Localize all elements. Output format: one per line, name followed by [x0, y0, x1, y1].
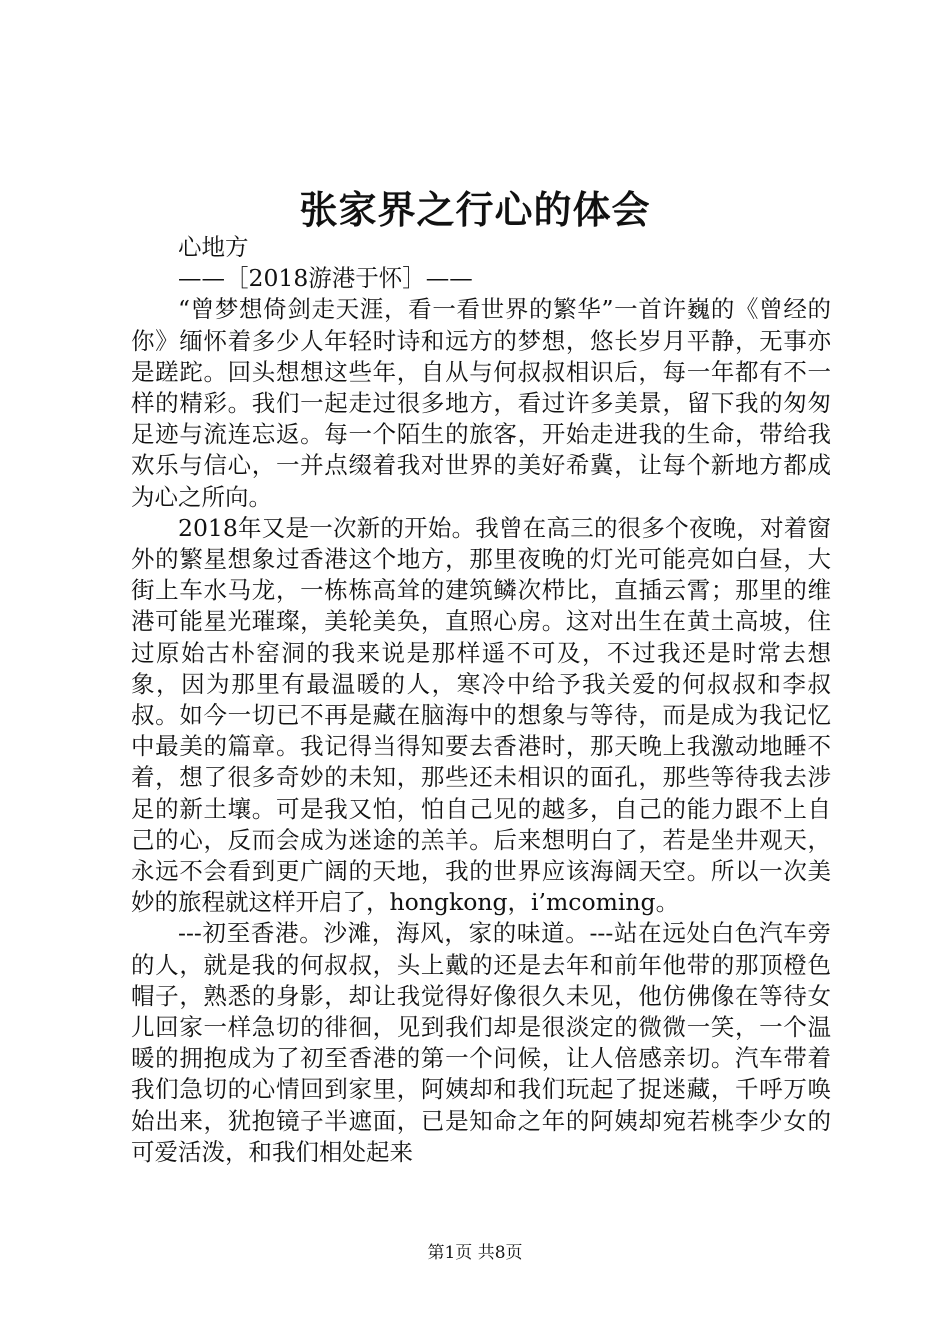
subtitle: ——［2018游港于怀］——: [178, 264, 473, 293]
paragraph: “曾梦想倚剑走天涯，看一看世界的繁华”一首许巍的《曾经的你》缅怀着多少人年轻时诗和远方的梦想，悠长岁月平静，无事亦是蹉跎。回头想想这些年，自从与何叔叔相识后，每一年都有不一样的精彩。我们一起走过很多地方，看过许多美景，留下我的匆匆足迹与流连忘返。每一个陌生的旅客，开始走进我的生命，带给我欢乐与信心，一并点缀着我对世界的美好希冀，让每个新地方都成为心之所向。: [131, 295, 831, 511]
paragraph: 2018年又是一次新的开始。我曾在高三的很多个夜晚，对着窗外的繁星想象过香港这个地方，那里夜晚的灯光可能亮如白昼，大街上车水马龙，一栋栋高耸的建筑鳞次栉比，直插云霄；那里的维港可能星光璀璨，美轮美奂，直照心房。这对出生在黄土高坡，住过原始古朴窑洞的我来说是那样遥不可及，不过我还是时常去想象，因为那里有最温暖的人，寒冷中给予我关爱的何叔叔和李叔叔。如今一切已不再是藏在脑海中的想象与等待，而是成为我记忆中最美的篇章。我记得当得知要去香港时，那天晚上我激动地睡不着，想了很多奇妙的未知，那些还未相识的面孔，那些等待我去涉足的新土壤。可是我又怕，怕自己见的越多，自己的能力跟不上自己的心，反而会成为迷途的羔羊。后来想明白了，若是坐井观天，永远不会看到更广阔的天地，我的世界应该海阔天空。所以一次美妙的旅程就这样开启了，hongkong，i’mcoming。: [131, 513, 831, 917]
paragraph: ---初至香港。沙滩，海风，家的味道。---站在远处白色汽车旁的人，就是我的何叔叔，头上戴的还是去年和前年他带的那顶橙色帽子，熟悉的身影，却让我觉得好像很久未见，他仿佛像在等待女儿回家一样急切的徘徊，见到我们却是很淡定的微微一笑，一个温暖的拥抱成为了初至香港的第一个问候，让人倍感亲切。汽车带着我们急切的心情回到家里，阿姨却和我们玩起了捉迷藏，千呼万唤始出来，犹抱镜子半遮面，已是知命之年的阿姨却宛若桃李少女的可爱活泼，和我们相处起来: [131, 919, 831, 1166]
document-body: [131, 232, 831, 1168]
byline: 心地方: [178, 233, 249, 261]
document-title: 张家界之行心的体会: [299, 187, 651, 232]
page-footer: 第1页 共8页: [427, 1243, 523, 1263]
